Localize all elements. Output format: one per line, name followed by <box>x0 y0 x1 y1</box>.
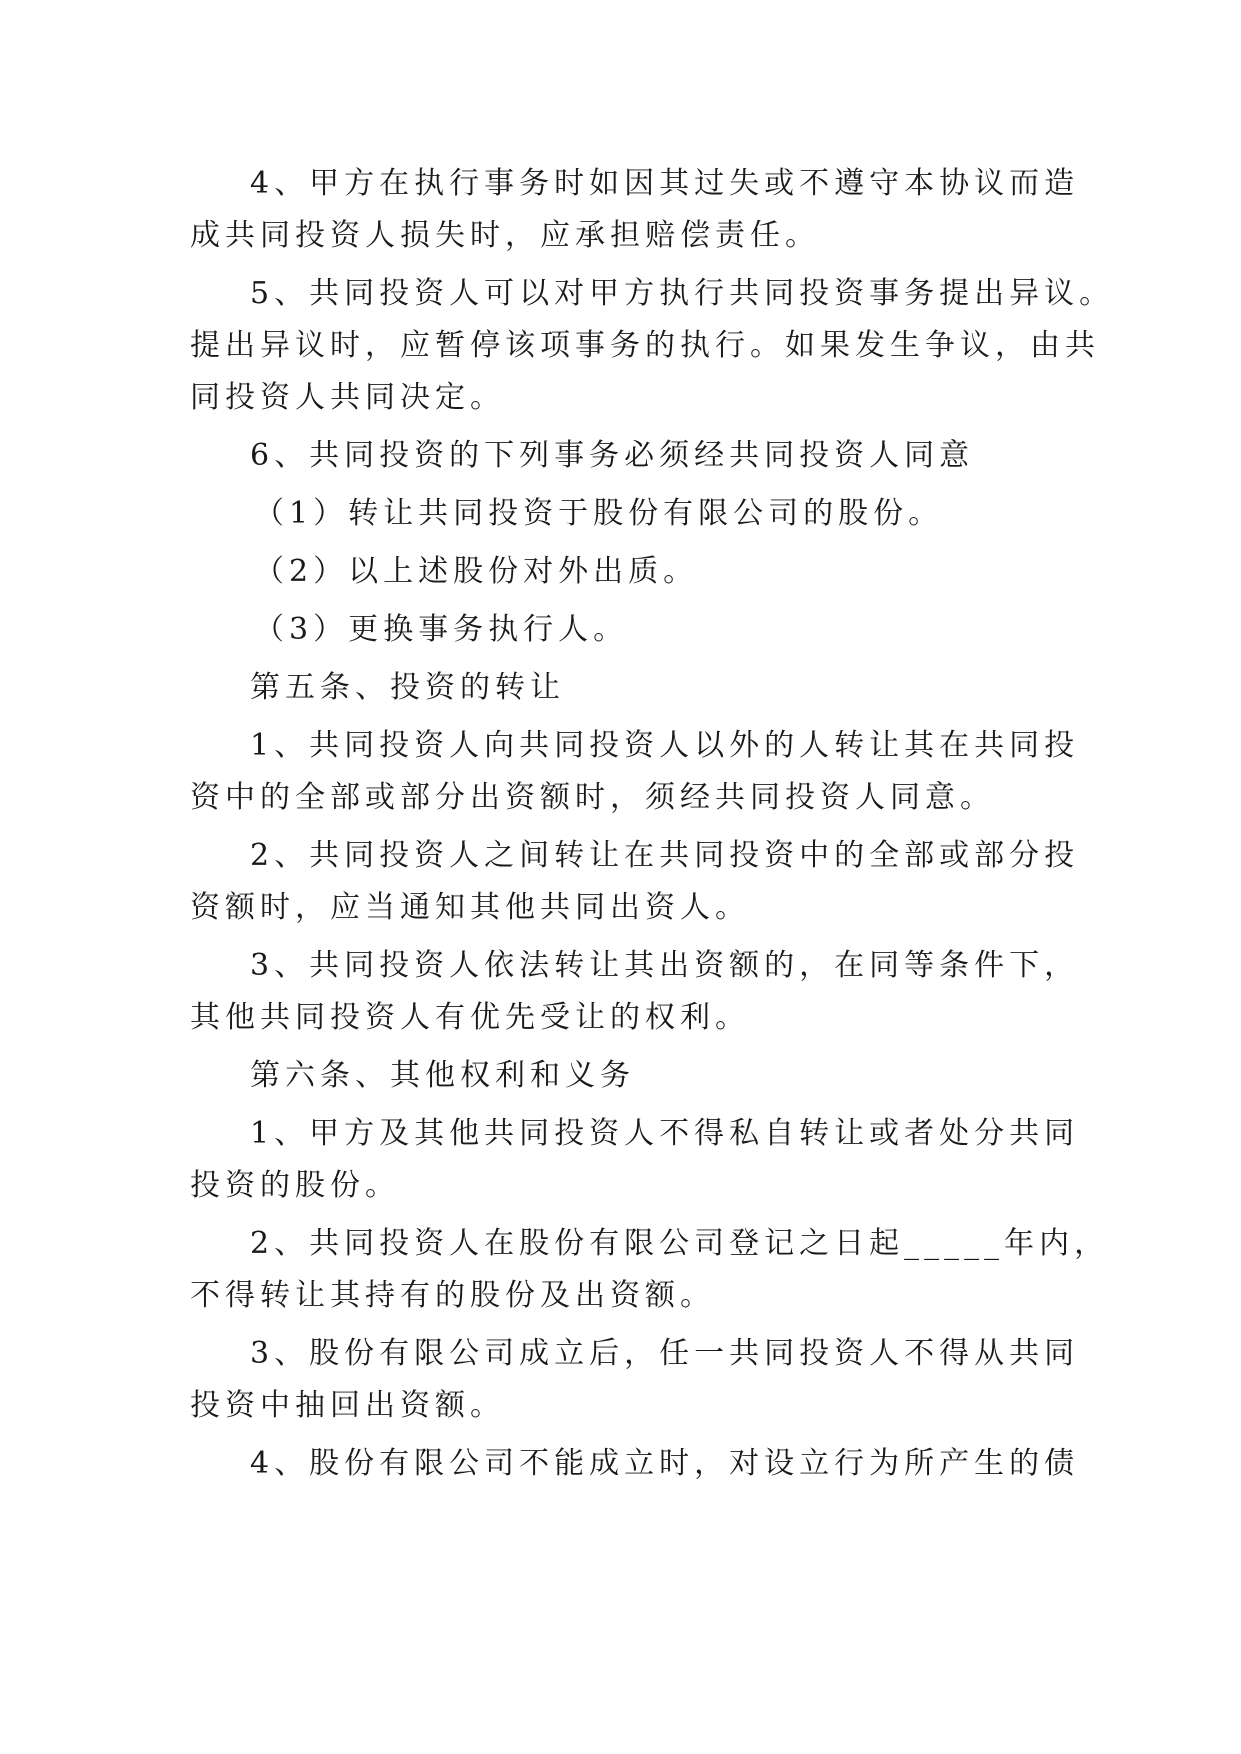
paragraph-line: 3、股份有限公司成立后，任一共同投资人不得从共同 <box>250 1336 1080 1371</box>
paragraph-line: 资额时，应当通知其他共同出资人。 <box>190 890 750 925</box>
section-heading: 第五条、投资的转让 <box>250 670 565 705</box>
paragraph-line: 2、共同投资人之间转让在共同投资中的全部或部分投 <box>250 838 1080 873</box>
paragraph-line: 1、甲方及其他共同投资人不得私自转让或者处分共同 <box>250 1116 1080 1151</box>
paragraph-line: 其他共同投资人有优先受让的权利。 <box>190 1000 750 1035</box>
paragraph-line: 4、甲方在执行事务时如因其过失或不遵守本协议而造 <box>250 166 1080 201</box>
list-item: （1）转让共同投资于股份有限公司的股份。 <box>254 496 944 531</box>
paragraph-line: 成共同投资人损失时，应承担赔偿责任。 <box>190 218 820 253</box>
paragraph-line: 提出异议时，应暂停该项事务的执行。如果发生争议，由共 <box>190 328 1100 363</box>
paragraph-line: 投资中抽回出资额。 <box>190 1388 505 1423</box>
paragraph-line: 2、共同投资人在股份有限公司登记之日起_____年内， <box>250 1226 1110 1261</box>
document-page <box>190 158 1115 1490</box>
paragraph-line: 6、共同投资的下列事务必须经共同投资人同意 <box>250 438 975 473</box>
paragraph-line: 1、共同投资人向共同投资人以外的人转让其在共同投 <box>250 728 1080 763</box>
paragraph-line: 投资的股份。 <box>190 1168 400 1203</box>
paragraph-line: 4、股份有限公司不能成立时，对设立行为所产生的债 <box>250 1446 1080 1481</box>
paragraph-line: 同投资人共同决定。 <box>190 380 505 415</box>
list-item: （2）以上述股份对外出质。 <box>254 554 699 589</box>
paragraph-line: 资中的全部或部分出资额时，须经共同投资人同意。 <box>190 780 995 815</box>
section-heading: 第六条、其他权利和义务 <box>250 1058 635 1093</box>
paragraph-line: 5、共同投资人可以对甲方执行共同投资事务提出异议。 <box>250 276 1115 311</box>
list-item: （3）更换事务执行人。 <box>254 612 629 647</box>
paragraph-line: 3、共同投资人依法转让其出资额的，在同等条件下， <box>250 948 1080 983</box>
paragraph-line: 不得转让其持有的股份及出资额。 <box>190 1278 715 1313</box>
